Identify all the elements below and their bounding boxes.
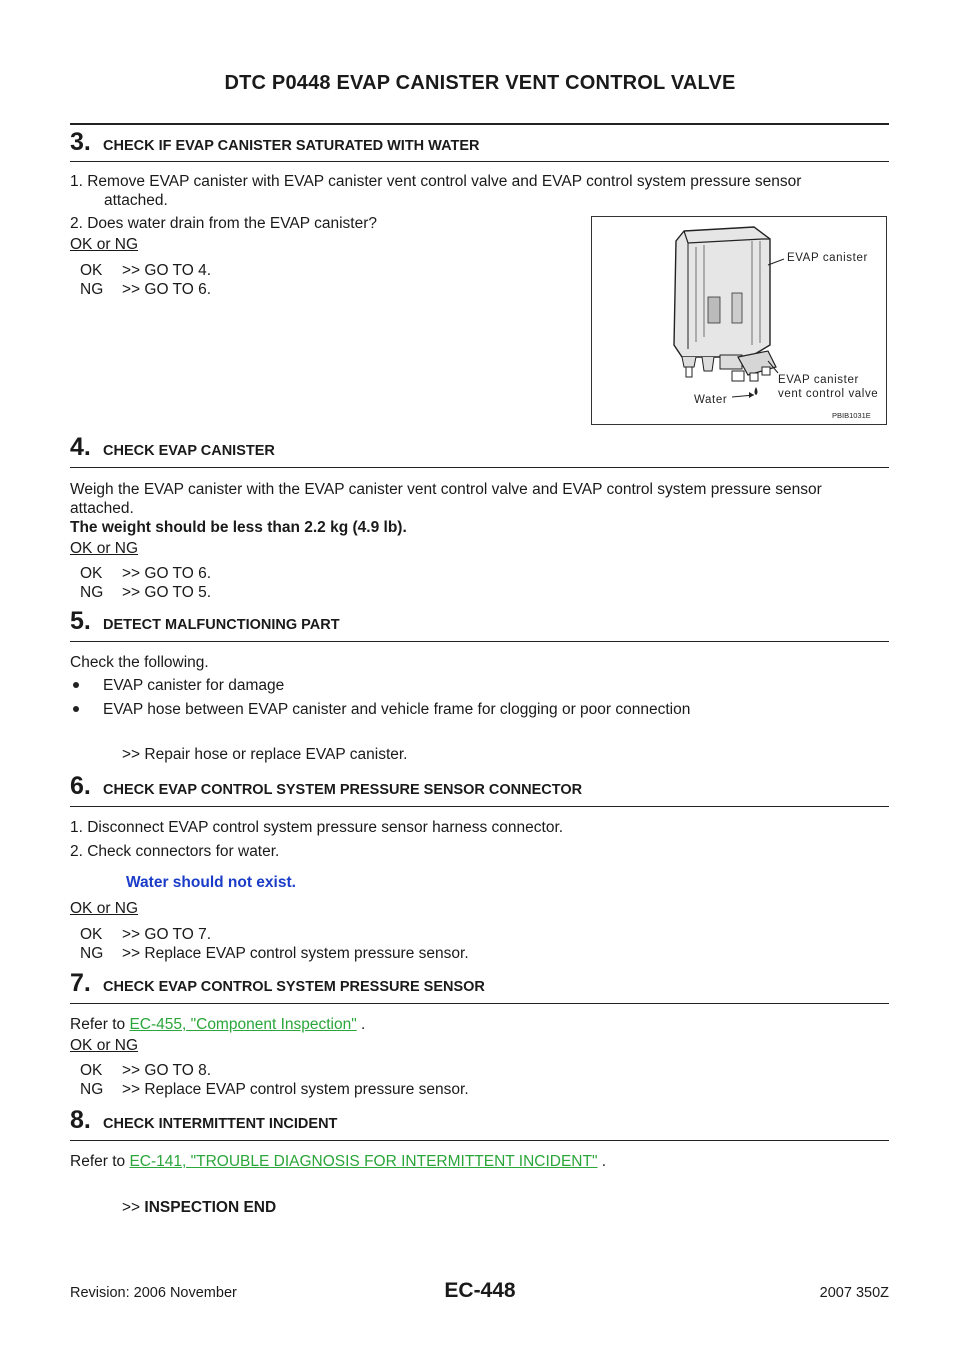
step-7-heading bbox=[70, 969, 889, 1003]
ok-value: >> GO TO 8. bbox=[122, 1062, 212, 1079]
bullet-dot bbox=[73, 706, 79, 712]
step-7-ok-or-ng: OK or NG bbox=[70, 1037, 139, 1054]
ng-key: NG bbox=[80, 281, 104, 298]
step-4-ok-result bbox=[80, 564, 211, 583]
intermittent-incident-link[interactable]: EC-141, "TROUBLE DIAGNOSIS FOR INTERMITTENT INCIDENT" bbox=[129, 1153, 598, 1170]
component-inspection-link[interactable]: EC-455, "Component Inspection" bbox=[129, 1016, 357, 1033]
refer-prefix: Refer to bbox=[70, 1016, 130, 1033]
step-6-item-1: 1. Disconnect EVAP control system pressure sensor harness connector. bbox=[70, 819, 564, 836]
step-3-item-2: 2. Does water drain from the EVAP canister? bbox=[70, 215, 377, 232]
step-3-rule bbox=[70, 161, 889, 162]
step-5-title: DETECT MALFUNCTIONING PART bbox=[103, 617, 340, 633]
step-5-intro: Check the following. bbox=[70, 654, 209, 671]
refer-prefix: Refer to bbox=[70, 1153, 130, 1170]
step-5-heading bbox=[70, 607, 889, 641]
step-6-item-2: 2. Check connectors for water. bbox=[70, 843, 280, 860]
step-6-spec: Water should not exist. bbox=[126, 874, 296, 891]
step-6-ng-result bbox=[80, 944, 469, 963]
step-8-number: 8. bbox=[70, 1106, 91, 1134]
step-7-number: 7. bbox=[70, 969, 91, 997]
ok-value: >> GO TO 4. bbox=[122, 262, 212, 279]
evap-canister-figure bbox=[591, 216, 887, 425]
ok-key: OK bbox=[80, 565, 103, 582]
step-6-ok-result bbox=[80, 925, 211, 944]
ng-key: NG bbox=[80, 584, 104, 601]
ng-key: NG bbox=[80, 1081, 104, 1098]
step-8-result bbox=[122, 1198, 276, 1217]
step-8-refer bbox=[70, 1152, 606, 1171]
step-3-ok-result bbox=[80, 261, 211, 280]
ng-value: >> GO TO 6. bbox=[122, 281, 212, 298]
step-8-heading bbox=[70, 1106, 889, 1140]
step-4-title: CHECK EVAP CANISTER bbox=[103, 443, 275, 459]
step-4-ok-or-ng: OK or NG bbox=[70, 540, 139, 557]
evap-canister-illustration bbox=[592, 217, 886, 424]
step-7-ng-result bbox=[80, 1080, 469, 1099]
step-5-rule bbox=[70, 641, 889, 642]
step-3-item-1-cont: attached. bbox=[104, 192, 168, 209]
ok-value: >> GO TO 6. bbox=[122, 565, 212, 582]
ng-value: >> Replace EVAP control system pressure sensor. bbox=[122, 945, 469, 962]
step-6-title: CHECK EVAP CONTROL SYSTEM PRESSURE SENSOR CONNECTOR bbox=[103, 782, 583, 798]
step-6-number: 6. bbox=[70, 772, 91, 800]
step-3-title: CHECK IF EVAP CANISTER SATURATED WITH WATER bbox=[103, 138, 480, 154]
refer-suffix: . bbox=[356, 1016, 366, 1033]
result-prefix: >> bbox=[122, 1199, 145, 1216]
step-4-spec: The weight should be less than 2.2 kg (4.9 lb). bbox=[70, 519, 407, 536]
step-5-number: 5. bbox=[70, 607, 91, 635]
ng-value: >> Replace EVAP control system pressure sensor. bbox=[122, 1081, 469, 1098]
step-6-rule bbox=[70, 806, 889, 807]
step-4-rule bbox=[70, 467, 889, 468]
ok-key: OK bbox=[80, 926, 103, 943]
step-3-item-1: 1. Remove EVAP canister with EVAP canister vent control valve and EVAP control system pressure sensor bbox=[70, 173, 802, 190]
step-7-rule bbox=[70, 1003, 889, 1004]
label-valve-line-1: EVAP canister bbox=[778, 374, 859, 386]
ok-key: OK bbox=[80, 1062, 103, 1079]
footer-page-number: EC-448 bbox=[444, 1279, 516, 1302]
step-5-bullet-2: EVAP hose between EVAP canister and vehicle frame for clogging or poor connection bbox=[103, 701, 691, 718]
step-6-ok-or-ng: OK or NG bbox=[70, 900, 139, 917]
step-4-line-1: Weigh the EVAP canister with the EVAP canister vent control valve and EVAP control system pressure sensor bbox=[70, 481, 822, 498]
step-4-number: 4. bbox=[70, 433, 91, 461]
page-title: DTC P0448 EVAP CANISTER VENT CONTROL VALVE bbox=[224, 72, 736, 94]
step-4-line-2: attached. bbox=[70, 500, 134, 517]
step-5-result: >> Repair hose or replace EVAP canister. bbox=[122, 746, 408, 763]
ng-key: NG bbox=[80, 945, 104, 962]
footer-revision: Revision: 2006 November bbox=[70, 1285, 237, 1301]
step-4-ng-result bbox=[80, 583, 211, 602]
ok-value: >> GO TO 7. bbox=[122, 926, 212, 943]
step-8-title: CHECK INTERMITTENT INCIDENT bbox=[103, 1116, 338, 1132]
step-5-bullet-1: EVAP canister for damage bbox=[103, 677, 285, 694]
step-6-heading bbox=[70, 772, 889, 806]
step-7-refer bbox=[70, 1015, 365, 1034]
inspection-end: INSPECTION END bbox=[144, 1199, 277, 1216]
refer-suffix: . bbox=[597, 1153, 607, 1170]
step-3-ng-result bbox=[80, 280, 211, 299]
figure-code: PBIB1031E bbox=[832, 411, 871, 420]
bullet-dot bbox=[73, 682, 79, 688]
header-rule bbox=[70, 123, 889, 125]
step-7-title: CHECK EVAP CONTROL SYSTEM PRESSURE SENSOR bbox=[103, 979, 485, 995]
label-valve-line-2: vent control valve bbox=[778, 388, 879, 400]
step-3-number: 3. bbox=[70, 128, 91, 156]
step-3-heading bbox=[70, 128, 889, 162]
footer-model: 2007 350Z bbox=[819, 1285, 889, 1301]
step-3-ok-or-ng: OK or NG bbox=[70, 236, 139, 253]
step-4-heading bbox=[70, 433, 889, 467]
step-8-rule bbox=[70, 1140, 889, 1141]
ok-key: OK bbox=[80, 262, 103, 279]
label-evap-canister: EVAP canister bbox=[787, 252, 868, 264]
label-water: Water bbox=[694, 394, 728, 406]
step-7-ok-result bbox=[80, 1061, 211, 1080]
ng-value: >> GO TO 5. bbox=[122, 584, 212, 601]
